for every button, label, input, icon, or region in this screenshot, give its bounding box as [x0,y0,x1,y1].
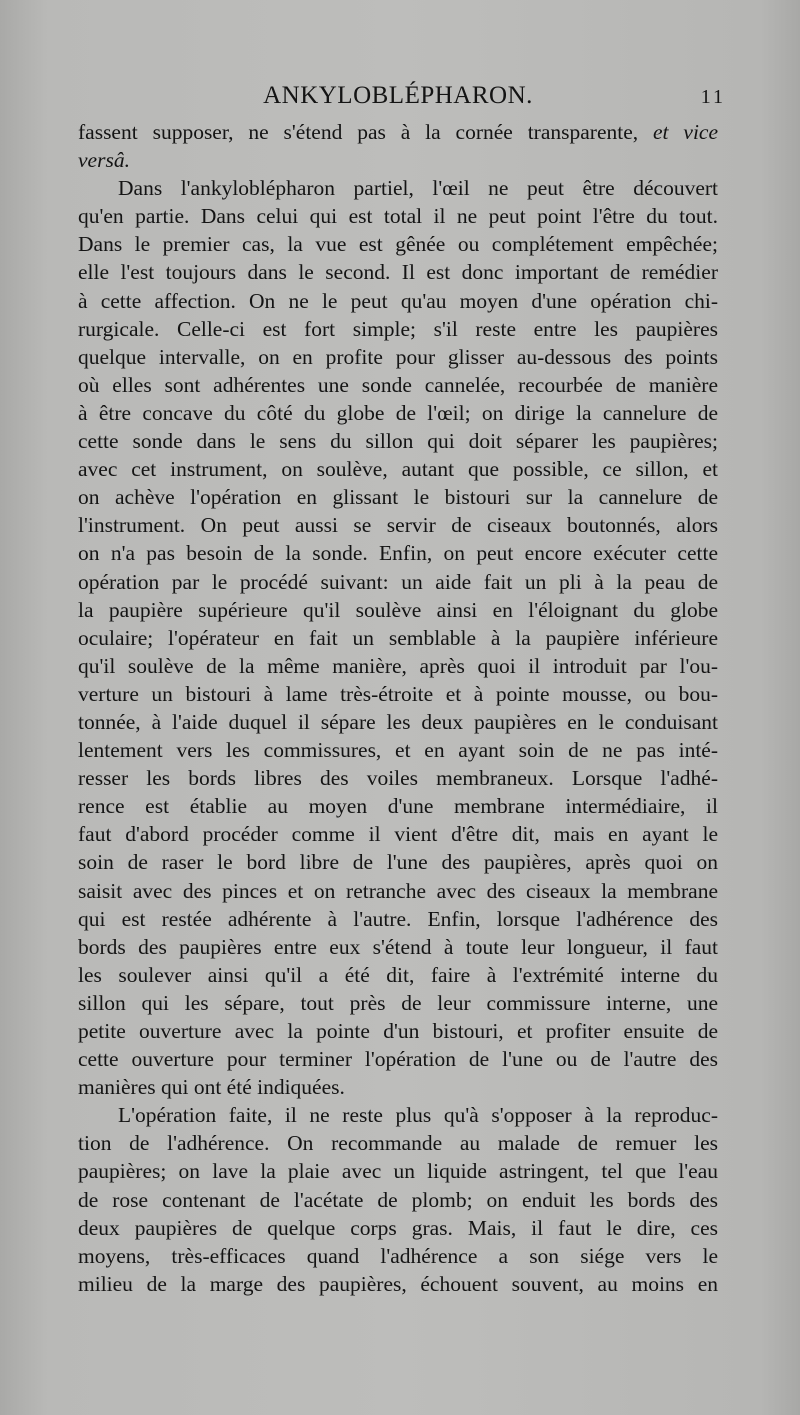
text-line: à cette affection. On ne le peut qu'au moyen d'une opération chi- [78,288,718,313]
text-line: cette ouverture pour terminer l'opération de l'une ou de l'autre des [78,1047,718,1072]
paragraph-2 [78,174,718,1101]
text-line: saisit avec des pinces et on retranche avec des ciseaux la membrane [78,878,718,903]
text-line: soin de raser le bord libre de l'une des paupières, après quoi on [78,850,718,875]
text-line: Dans l'ankyloblépharon partiel, l'œil ne peut être découvert [118,176,718,201]
text-line: bords des paupières entre eux s'étend à toute leur longueur, il faut [78,934,718,959]
text-line: avec cet instrument, on soulève, autant que possible, ce sillon, et [78,457,718,482]
page-number: 11 [700,86,726,108]
text-line: lentement vers les commissures, et en ayant soin de ne pas inté- [78,738,718,763]
body-text [78,118,718,1298]
text-line: milieu de la marge des paupières, échouent souvent, au moins en [78,1271,718,1296]
text-line: manières qui ont été indiquées. [78,1075,345,1100]
text-line: quelque intervalle, on en profite pour glisser au-dessous des points [78,344,718,369]
text-line: moyens, très-efficaces quand l'adhérence a son siége vers le [78,1243,718,1268]
text-line: faut d'abord procéder comme il vient d'être dit, mais en ayant le [78,822,718,847]
text-line: qui est restée adhérente à l'autre. Enfin, lorsque l'adhérence des [78,906,718,931]
text-line: on achève l'opération en glissant le bistouri sur la cannelure de [78,485,718,510]
italic-phrase: et vice [653,120,719,144]
text-line: on n'a pas besoin de la sonde. Enfin, on peut encore exécuter cette [78,541,718,566]
running-head: ANKYLOBLÉPHARON. [263,82,533,109]
text-line: deux paupières de quelque corps gras. Mais, il faut le dire, ces [78,1215,718,1240]
text-line: sillon qui les sépare, tout près de leur commissure interne, une [78,990,718,1015]
text-line: L'opération faite, il ne reste plus qu'à s'opposer à la reproduc- [118,1103,718,1128]
text-line: rence est établie au moyen d'une membrane intermédiaire, il [78,794,718,819]
text-line: oculaire; l'opérateur en fait un semblable à la paupière inférieure [78,625,718,650]
text-line: fassent supposer, ne s'étend pas à la cornée transparente, et vice [78,120,719,144]
text-line: tonnée, à l'aide duquel il sépare les deux paupières en le conduisant [78,709,718,734]
text-line: où elles sont adhérentes une sonde cannelée, recourbée de manière [78,372,718,397]
text-line: resser les bords libres des voiles membraneux. Lorsque l'adhé- [78,766,718,791]
text-line: l'instrument. On peut aussi se servir de ciseaux boutonnés, alors [78,513,718,538]
text-line: cette sonde dans le sens du sillon qui doit séparer les paupières; [78,429,718,454]
text-line: qu'en partie. Dans celui qui est total il ne peut point l'être du tout. [78,204,718,229]
text-line: qu'il soulève de la même manière, après quoi il introduit par l'ou- [78,653,718,678]
text-line: Dans le premier cas, la vue est gênée ou complétement empêchée; [78,232,718,257]
text-line: les soulever ainsi qu'il a été dit, faire à l'extrémité interne du [78,962,718,987]
text-line: elle l'est toujours dans le second. Il est donc important de remédier [78,260,718,285]
text-line: de rose contenant de l'acétate de plomb; on enduit les bords des [78,1187,718,1212]
text-line: versâ. [78,148,130,173]
text-line: opération par le procédé suivant: un aide fait un pli à la peau de [78,569,718,594]
paragraph-3 [78,1101,718,1298]
text-line: rurgicale. Celle-ci est fort simple; s'il reste entre les paupières [78,316,718,341]
text-line: verture un bistouri à lame très-étroite et à pointe mousse, ou bou- [78,681,718,706]
text-line: paupières; on lave la plaie avec un liquide astringent, tel que l'eau [78,1159,718,1184]
text-line: la paupière supérieure qu'il soulève ainsi en l'éloignant du globe [78,597,718,622]
text-line: petite ouverture avec la pointe d'un bistouri, et profiter ensuite de [78,1019,718,1043]
text-line: tion de l'adhérence. On recommande au malade de remuer les [78,1131,718,1156]
page-header [78,82,726,116]
text-line: à être concave du côté du globe de l'œil; on dirige la cannelure de [78,400,718,425]
paragraph-1 [78,118,718,174]
